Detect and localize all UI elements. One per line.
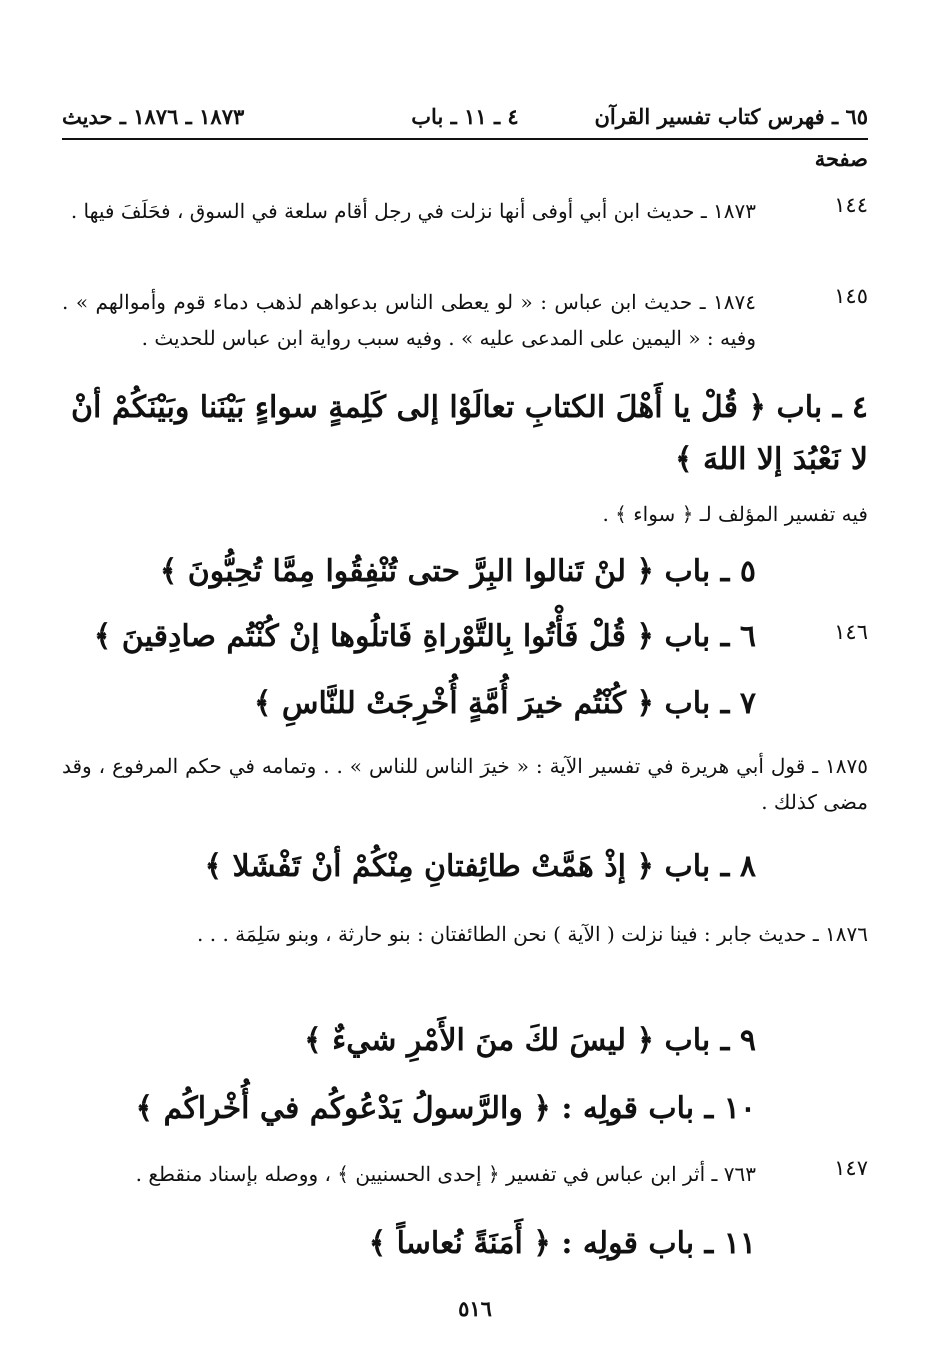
heading-text: ٧ ـ باب ﴿ كُنْتُم خيرَ أُمَّةٍ أُخْرِجَتْ للنَّاسِ ﴾ bbox=[253, 686, 756, 721]
running-header bbox=[62, 102, 868, 140]
hadith-entry-1876 bbox=[62, 916, 868, 952]
hadith-entry-1874 bbox=[62, 284, 868, 356]
chapter-heading-8 bbox=[62, 841, 756, 893]
heading-text: ٥ ـ باب ﴿ لنْ تَنالوا البِرَّ حتى تُنْفِقُوا مِمَّا تُحِبُّونَ ﴾ bbox=[159, 554, 756, 589]
entry-text: فيه تفسير المؤلف لـ ﴿ سواء ﴾ . bbox=[602, 502, 868, 526]
entry-text: ١٨٧٤ ـ حديث ابن عباس : « لو يعطى الناس بدعواهم لذهب دماء قوم وأموالهم » . وفيه : « اليمين على المدعى عليه » . وفيه سبب رواية ابن عباس للحديث . bbox=[62, 290, 756, 350]
heading-text: ٦ ـ باب ﴿ قُلْ فَأْتُوا بِالتَّوْراةِ فَاتلُوها إنْ كُنْتُم صادِقينَ ﴾ bbox=[93, 619, 756, 654]
source-page-number: ١٤٧ bbox=[834, 1156, 868, 1180]
heading-text: ١١ ـ باب قولِه : ﴿ أَمَنَةً نُعاساً ﴾ bbox=[368, 1226, 756, 1261]
hadith-entry-1875 bbox=[62, 748, 868, 820]
athar-entry-763 bbox=[62, 1156, 868, 1192]
chapter-heading-9 bbox=[62, 1015, 756, 1067]
chapter-heading-10 bbox=[62, 1083, 756, 1135]
source-page-number: ١٤٤ bbox=[834, 193, 868, 217]
chapter-heading-4 bbox=[62, 382, 868, 486]
note-sawa bbox=[62, 496, 868, 532]
heading-text: ١٠ ـ باب قولِه : ﴿ والرَّسولُ يَدْعُوكُم في أُخْراكُم ﴾ bbox=[135, 1091, 756, 1126]
source-page-number: ١٤٥ bbox=[834, 284, 868, 308]
header-hadith-range: ١٨٧٣ ـ ١٨٧٦ ـ حديث bbox=[62, 104, 245, 129]
entry-text: ٧٦٣ ـ أثر ابن عباس في تفسير ﴿ إحدى الحسنيين ﴾ ، ووصله بإسناد منقطع . bbox=[135, 1162, 756, 1186]
header-chapter-range: ٤ ـ ١١ ـ باب bbox=[411, 104, 519, 129]
header-chapter-title: ٦٥ ـ فهرس كتاب تفسير القرآن bbox=[594, 104, 868, 129]
page-number: ٥١٦ bbox=[458, 1296, 492, 1321]
page-column-label: صفحة bbox=[814, 146, 868, 171]
chapter-heading-11 bbox=[62, 1218, 756, 1270]
heading-text: ٩ ـ باب ﴿ ليسَ لكَ منَ الأَمْرِ شيءٌ ﴾ bbox=[304, 1023, 756, 1058]
hadith-entry-1873 bbox=[62, 193, 868, 229]
entry-text: ١٨٧٦ ـ حديث جابر : فينا نزلت ( الآية ) نحن الطائفتان : بنو حارثة ، وبنو سَلِمَة . . . bbox=[197, 922, 868, 946]
source-page-number: ١٤٦ bbox=[834, 620, 868, 644]
chapter-heading-6 bbox=[62, 614, 868, 660]
heading-text: ٨ ـ باب ﴿ إذْ هَمَّتْ طائِفتانِ مِنْكُمْ أنْ تَفْشَلا ﴾ bbox=[204, 849, 756, 884]
chapter-heading-7 bbox=[62, 678, 756, 730]
entry-text: ١٨٧٣ ـ حديث ابن أبي أوفى أنها نزلت في رجل أقام سلعة في السوق ، فحَلَفَ فيها . bbox=[70, 199, 756, 223]
entry-text: ١٨٧٥ ـ قول أبي هريرة في تفسير الآية : « خيرَ الناس للناس » . . وتمامه في حكم المرفوع ، وقد مضى كذلك . bbox=[62, 754, 868, 814]
heading-text: ٤ ـ باب ﴿ قُلْ يا أَهْلَ الكتابِ تعالَوْا إلى كَلِمةٍ سواءٍ بَيْنَنا وبَيْنَكُمْ أنْ لا نَعْبُدَ إلا اللهَ ﴾ bbox=[71, 390, 868, 477]
chapter-heading-5 bbox=[62, 546, 756, 598]
